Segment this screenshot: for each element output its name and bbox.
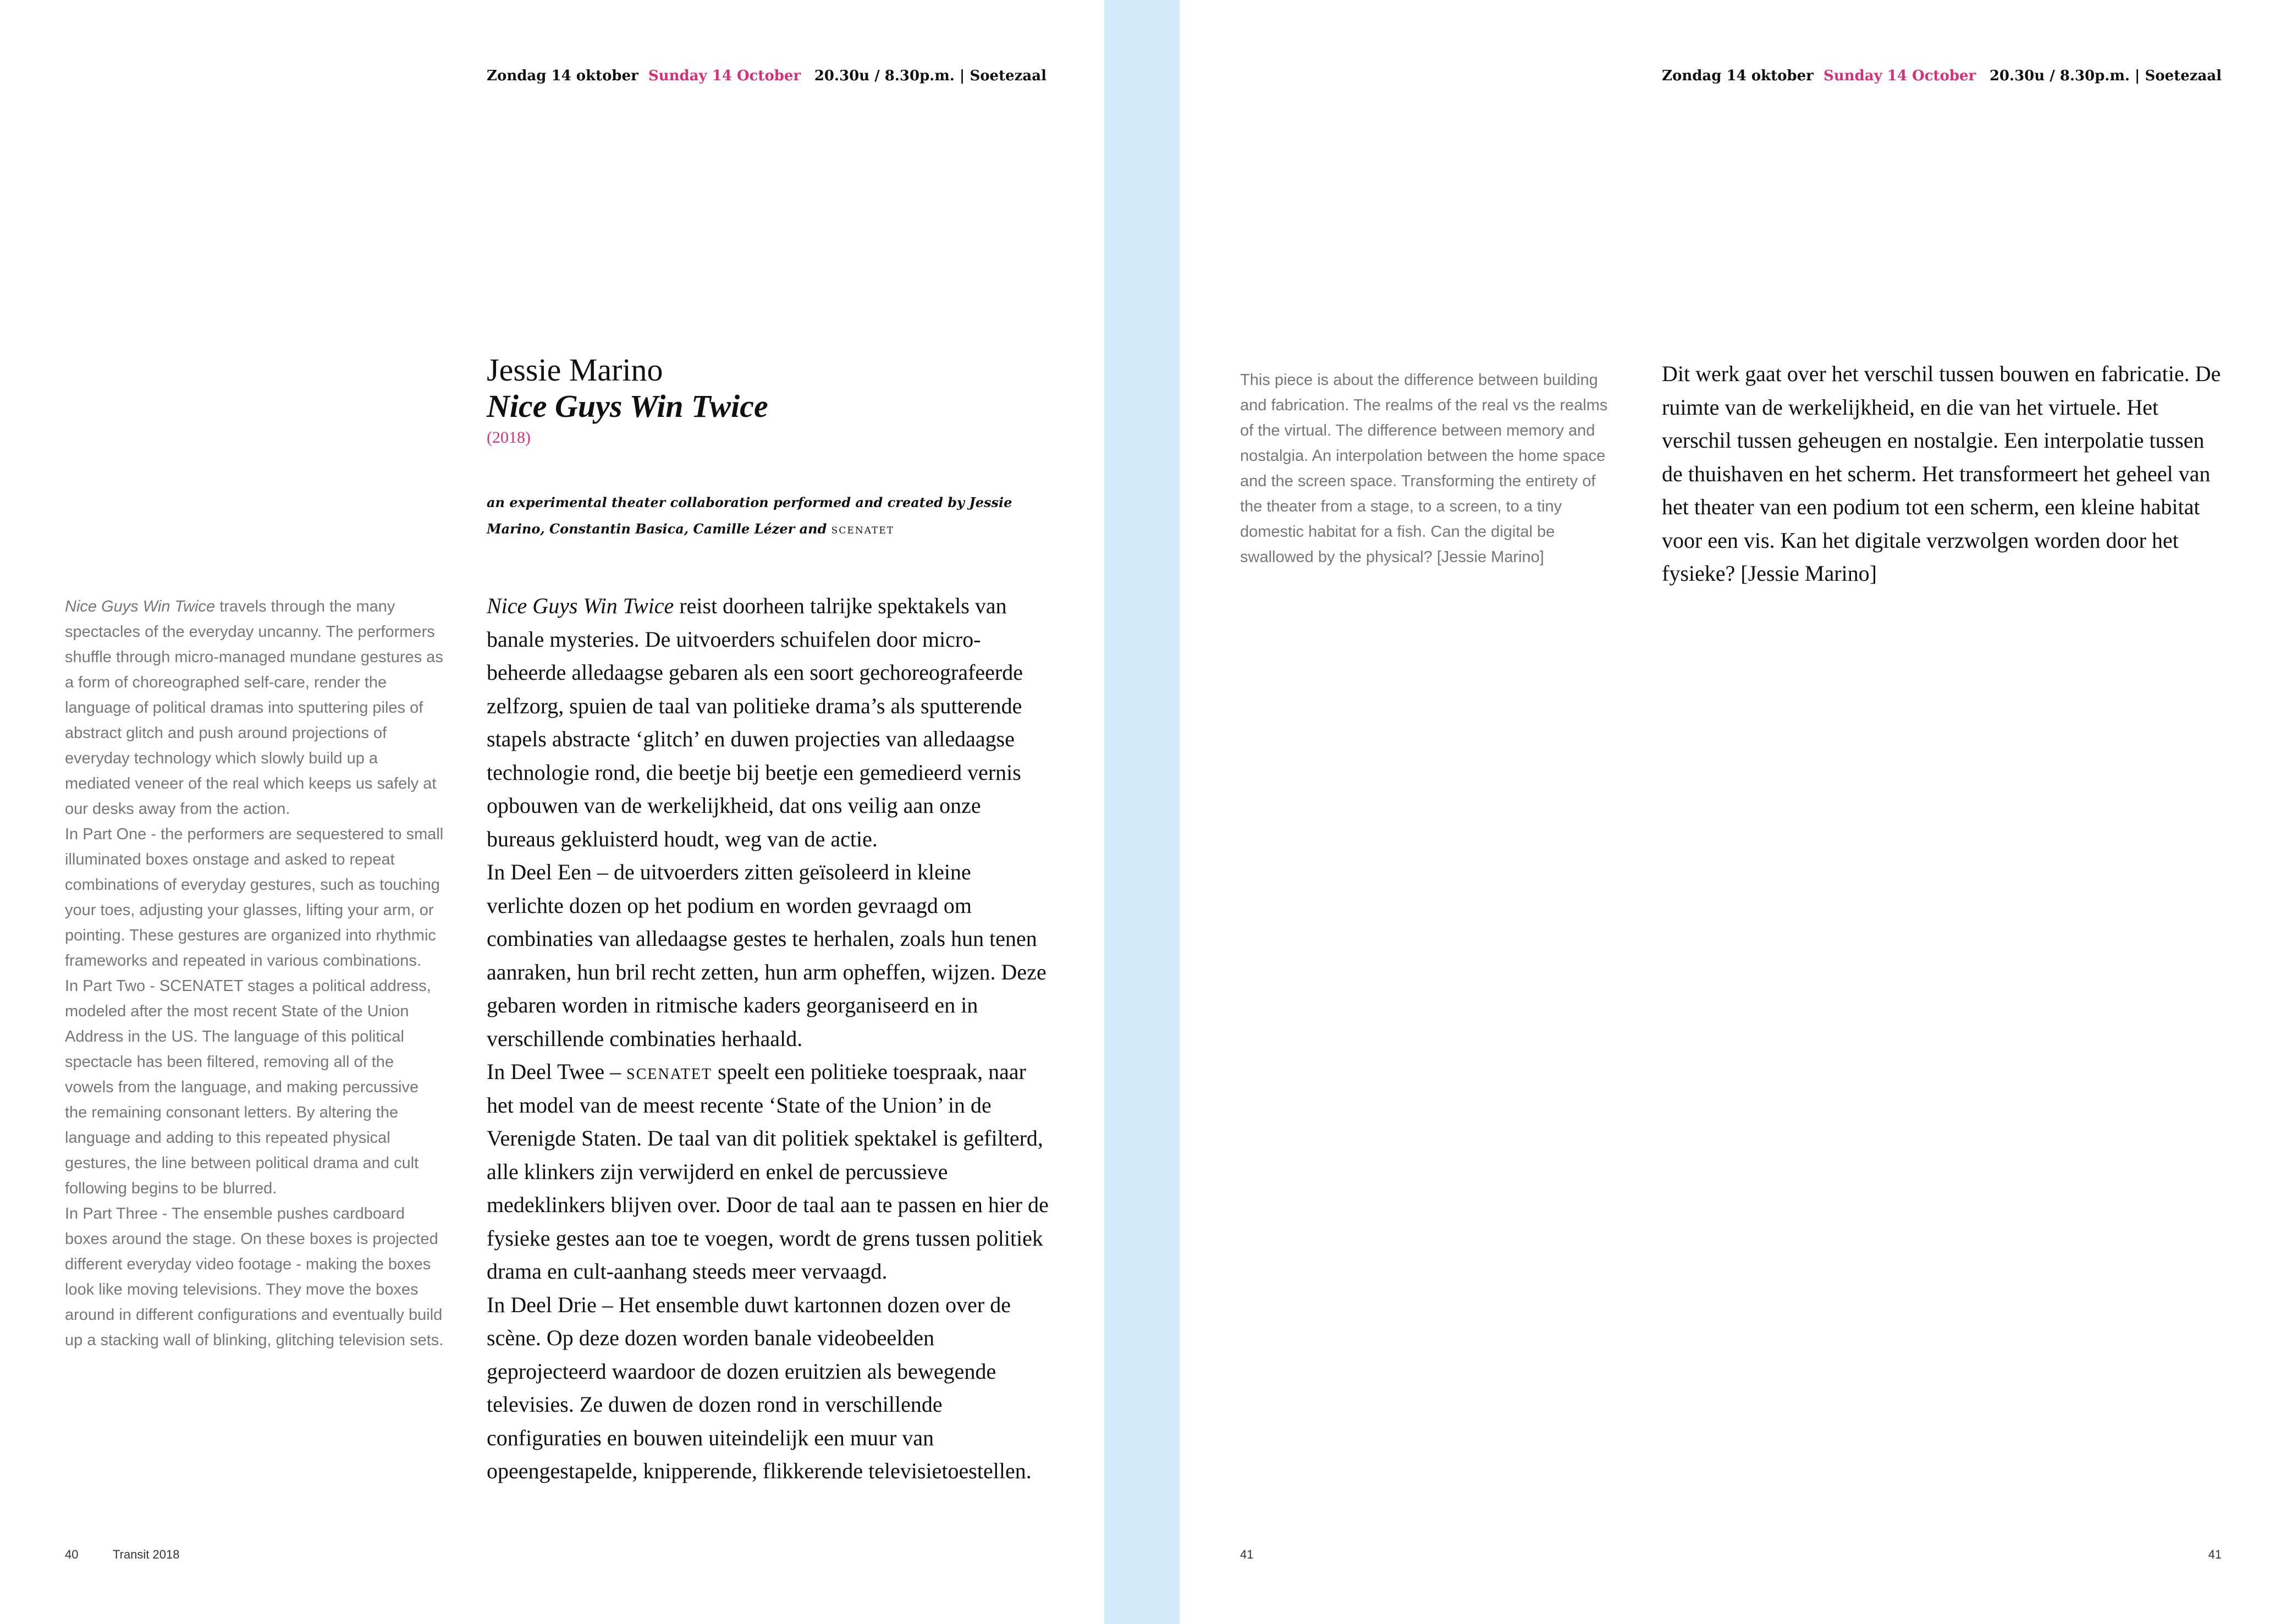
right-dutch-column bbox=[1662, 357, 2223, 591]
english-paragraph-3: In Part Two - SCENATET stages a political address, modeled after the most recent State of the Union Address in the US. The language of this political spectacle has been filtered, removing all of the vowels from the language, and making percussive the remaining consonant letters. By altering the language and adding to this repeated physical gestures, the line between political drama and cult following begins to be blurred. bbox=[65, 977, 431, 1197]
piece-year: (2018) bbox=[487, 428, 531, 447]
header-date-en: Sunday 14 October bbox=[648, 68, 801, 84]
piece-title: Nice Guys Win Twice bbox=[487, 388, 768, 424]
dutch-ensemble-name: scenatet bbox=[626, 1059, 713, 1084]
right-page-number-right: 41 bbox=[2208, 1548, 2222, 1561]
english-paragraph-2: In Part One - the performers are sequestered to small illuminated boxes onstage and asked to repeat combinations of everyday gestures, such as touching your toes, adjusting your glasses, lifting your arm, or pointing. These gestures are organized into rhythmic frameworks and repeated in various combinations. bbox=[65, 825, 444, 970]
right-dutch-paragraph: Dit werk gaat over het verschil tussen bouwen en fabricatie. De ruimte van de werkelijkheid, en die van het virtuele. Het verschil tussen geheugen en nostalgie. Een interpolatie tussen de thuishaven en het scherm. Het transformeert het geheel van het theater van een podium tot een scherm, een kleine habitat voor een vis. Kan het digitale verzwolgen worden door het fysieke? [Jessie Marino] bbox=[1662, 361, 2221, 586]
right-english-paragraph: This piece is about the difference between building and fabrication. The realms of the real vs the realms of the virtual. The difference between memory and nostalgia. An interpolation between the home space and the screen space. Transforming the entirety of the theater from a stage, to a screen, to a tiny domestic habitat for a fish. Can the digital be swallowed by the physical? [Jessie Marino] bbox=[1240, 371, 1608, 566]
credit-ensemble: scenatet bbox=[831, 521, 895, 537]
dutch-paragraph-4: In Deel Drie – Het ensemble duwt kartonnen dozen over de scène. Op deze dozen worden banale videobeelden geprojecteerd waardoor de dozen eruitzien als bewegende televisies. Ze duwen de dozen rond in verschillende configuraties en bouwen uiteindelijk een muur van opeengestapelde, knipperende, flikkerende televisietoestellen. bbox=[487, 1292, 1032, 1483]
publication-name: Transit 2018 bbox=[113, 1548, 180, 1561]
credit-text: an experimental theater collaboration performed and created by Jessie Marino, Constantin Basica, Camille Lézer and bbox=[487, 494, 1012, 537]
piece-credit bbox=[487, 489, 1048, 542]
header-date-left bbox=[487, 68, 801, 84]
english-paragraph-1: Nice Guys Win Twice travels through the many spectacles of the everyday uncanny. The performers shuffle through micro-managed mundane gestures as a form of choreographed self-care, render the language of political dramas into sputtering piles of abstract glitch and push around projections of everyday technology which slowly build up a mediated veneer of the real which keeps us safely at our desks away from the action. bbox=[65, 598, 443, 818]
piece-title-block bbox=[487, 352, 1048, 451]
header-time-venue-right: 20.30u / 8.30p.m. | Soetezaal bbox=[1989, 68, 2222, 84]
header-date-right bbox=[1662, 68, 1976, 84]
dutch-paragraph-2: In Deel Een – de uitvoerders zitten geïsoleerd in kleine verlichte dozen op het podium en worden gevraagd om combinaties van alledaagse gestes te herhalen, zoals hun tenen aanraken, hun bril recht zetten, hun arm opheffen, wijzen. Deze gebaren worden in ritmische kaders georganiseerd en in verschillende combinaties herhaald. bbox=[487, 860, 1046, 1051]
right-english-column bbox=[1240, 367, 1614, 570]
dutch-paragraph-3: In Deel Twee – scenatet speelt een politieke toespraak, naar het model van de meest recente ‘State of the Union’ in de Verenigde Staten. De taal van dit politiek spektakel is gefilterd, alle klinkers zijn verwijderd en enkel de percussieve medeklinkers blijven over. Door de taal aan te passen en hier de fysieke gestes aan toe te voegen, wordt de grens tussen politiek drama en cult-aanhang steeds meer vervaagd. bbox=[487, 1059, 1049, 1284]
right-page-number-left: 41 bbox=[1240, 1548, 1254, 1561]
left-english-column bbox=[65, 594, 444, 1353]
page-spine bbox=[1104, 0, 1180, 1624]
artist-name: Jessie Marino bbox=[487, 352, 663, 388]
english-title-italic: Nice Guys Win Twice bbox=[65, 598, 216, 615]
left-page-number: 40 bbox=[65, 1548, 79, 1561]
left-dutch-column bbox=[487, 590, 1049, 1488]
header-date-nl: Zondag 14 oktober bbox=[487, 68, 638, 84]
dutch-paragraph-1: Nice Guys Win Twice reist doorheen talrijke spektakels van banale mysteries. De uitvoerders schuifelen door micro-beheerde alledaagse gebaren als een soort gechoreografeerde zelfzorg, spuien de taal van politieke drama’s als sputterende stapels abstracte ‘glitch’ en duwen projecties van alledaagse technologie rond, die beetje bij beetje een gemedieerd vernis opbouwen van de werkelijkheid, dat ons veilig aan onze bureaus gekluisterd houdt, weg van de actie. bbox=[487, 593, 1023, 851]
header-time-venue-left: 20.30u / 8.30p.m. | Soetezaal bbox=[814, 68, 1046, 84]
dutch-title-italic: Nice Guys Win Twice bbox=[487, 593, 674, 618]
header-date-nl: Zondag 14 oktober bbox=[1662, 68, 1814, 84]
header-date-en: Sunday 14 October bbox=[1823, 68, 1976, 84]
english-paragraph-4: In Part Three - The ensemble pushes cardboard boxes around the stage. On these boxes is projected different everyday video footage - making the boxes look like moving televisions. They move the boxes around in different configurations and eventually build up a stacking wall of blinking, glitching television sets. bbox=[65, 1205, 444, 1349]
